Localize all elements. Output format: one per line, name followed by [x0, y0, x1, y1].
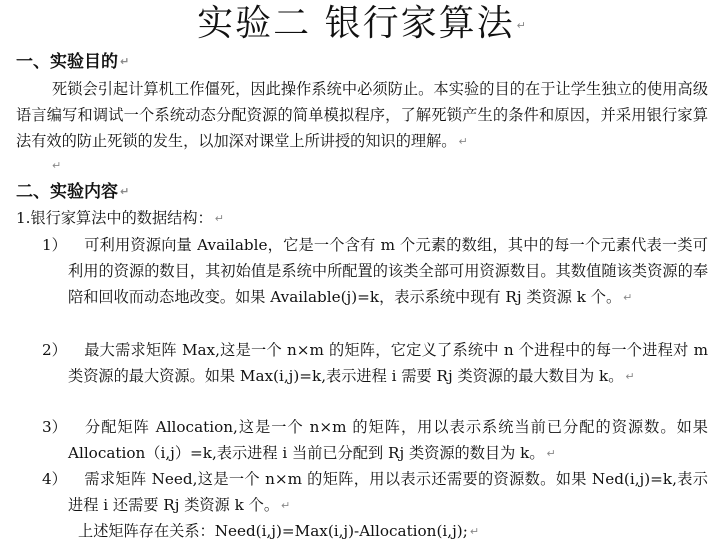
list-item-text: 最大需求矩阵 Max,这是一个 n×m 的矩阵，它定义了系统中 n 个进程中的每一个进程对 m 类资源的最大资源。如果 Max(i,j)=k,表示进程 i 需要 Rj 类资源的最大数目为 k。: [68, 341, 708, 385]
list-item-text: 分配矩阵 Allocation,这是一个 n×m 的矩阵，用以表示系统当前已分配的资源数。如果 Allocation（i,j）=k,表示进程 i 当前已分配到 Rj 类资源的数目为 k。: [68, 418, 708, 462]
purpose-paragraph: [16, 76, 708, 155]
paragraph-mark-icon: ↵: [516, 19, 528, 32]
paragraph-mark-icon: ↵: [120, 185, 130, 198]
paragraph-mark-icon: ↵: [120, 55, 130, 68]
list-item-body: [68, 466, 708, 519]
relation-note: [78, 518, 479, 545]
list-item-number: 4）: [42, 470, 67, 488]
paragraph-mark-icon: ↵: [52, 159, 62, 172]
list-item: [16, 337, 708, 390]
paragraph-mark-icon: ↵: [214, 212, 224, 225]
list-item-number: 1）: [42, 236, 67, 254]
paragraph-mark-icon: ↵: [469, 525, 480, 538]
paragraph-mark-icon: ↵: [625, 370, 635, 383]
heading-text: 一、实验目的: [16, 52, 118, 72]
list-item-body: [68, 337, 708, 390]
list-item-body: [68, 232, 708, 311]
empty-paragraph: [50, 155, 61, 174]
list-item-body: [68, 414, 708, 467]
list-item-number: 3）: [42, 418, 67, 436]
list-item-number: 2）: [42, 341, 67, 359]
list-item: [16, 232, 708, 311]
subheading-text: 1.银行家算法中的数据结构：: [16, 209, 213, 227]
section-heading-content: [16, 180, 129, 204]
subheading: [16, 205, 224, 232]
relation-text: 上述矩阵存在关系：Need(i,j)=Max(i,j)-Allocation(i,j);: [78, 522, 468, 540]
list-item-text: 需求矩阵 Need,这是一个 n×m 的矩阵，用以表示还需要的资源数。如果 Ned(i,j)=k,表示进程 i 还需要 Rj 类资源 k 个。: [68, 470, 708, 514]
paragraph-mark-icon: ↵: [546, 447, 556, 460]
heading-text: 二、实验内容: [16, 182, 118, 202]
paragraph-text: 死锁会引起计算机工作僵死，因此操作系统中必须防止。本实验的目的在于让学生独立的使用高级语言编写和调试一个系统动态分配资源的简单模拟程序，了解死锁产生的条件和原因，并采用银行家算法有效的防止死锁的发生，以加深对课堂上所讲授的知识的理解。: [16, 80, 708, 150]
list-item: [16, 466, 708, 519]
paragraph-mark-icon: ↵: [281, 499, 291, 512]
title-text: 实验二 银行家算法: [197, 3, 515, 44]
list-item: [16, 414, 708, 467]
paragraph-mark-icon: ↵: [458, 135, 468, 148]
document-title: [0, 2, 725, 48]
section-heading-purpose: [16, 50, 129, 74]
list-item-text: 可利用资源向量 Available，它是一个含有 m 个元素的数组，其中的每一个元素代表一类可利用的资源的数目，其初始值是系统中所配置的该类全部可用资源数目。其数值随该类资源的奉陪和回收而动态地改变。如果 Available(j)=k，表示系统中现有 Rj 类资源 k 个。: [68, 236, 708, 306]
paragraph-mark-icon: ↵: [623, 291, 633, 304]
